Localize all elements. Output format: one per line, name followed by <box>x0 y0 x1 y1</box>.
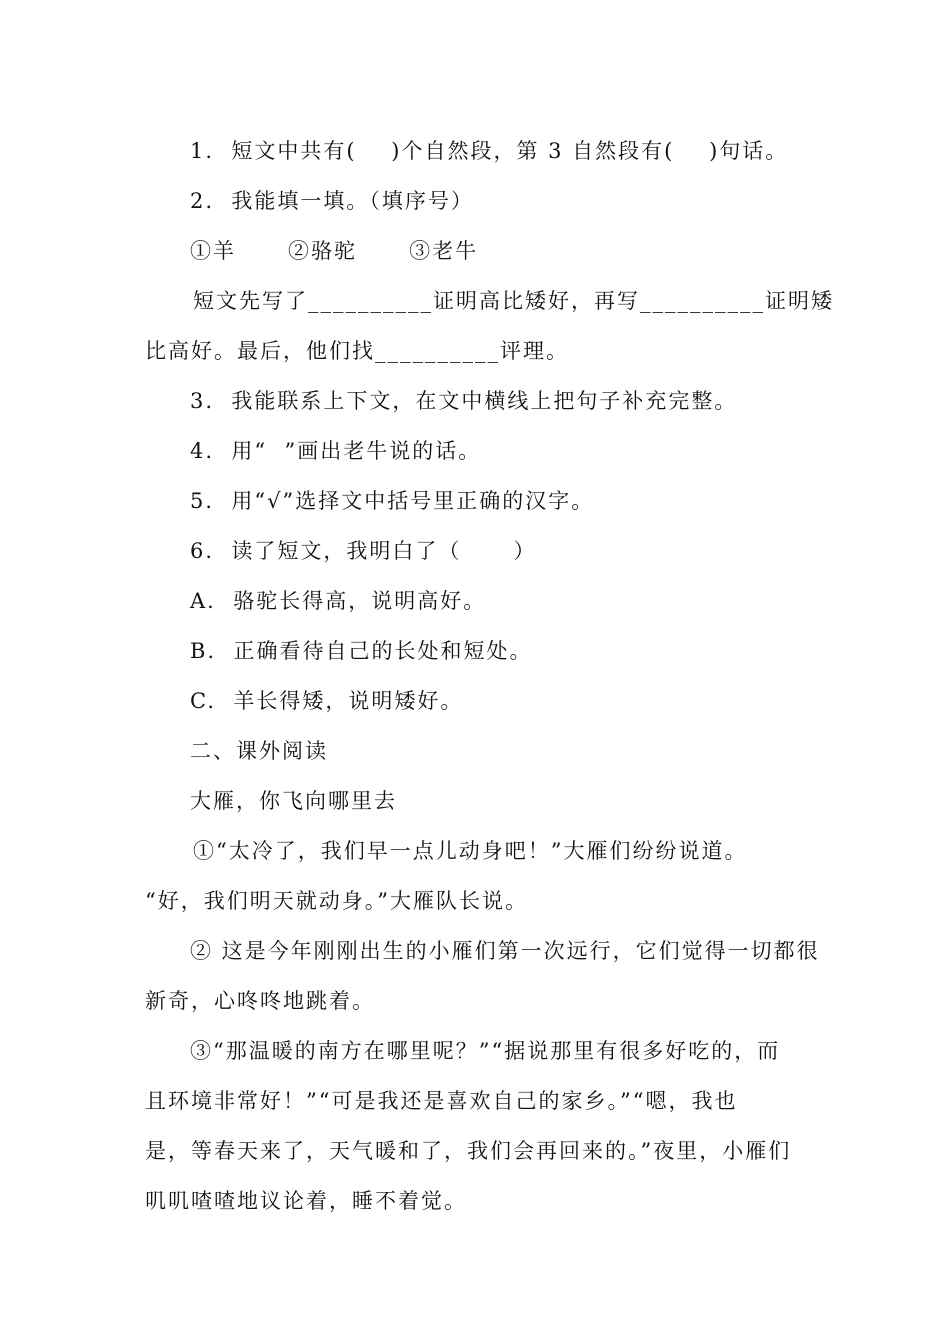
question-5: 5. 用“√”选择文中括号里正确的汉字。 <box>190 489 595 513</box>
choice-c: C. 羊长得矮，说明矮好。 <box>190 689 464 713</box>
section-heading: 二、课外阅读 <box>190 739 328 763</box>
paragraph-3-line-1: ③“那温暖的南方在哪里呢？”“据说那里有很多好吃的，而 <box>190 1039 781 1063</box>
question-2-fill-line-1: 短文先写了__________证明高比矮好，再写__________证明矮 <box>193 289 834 313</box>
paragraph-3-line-4: 叽叽喳喳地议论着，睡不着觉。 <box>145 1189 467 1213</box>
question-2-options: ①羊 ②骆驼 ③老牛 <box>190 239 479 263</box>
paragraph-2-line-1: ② 这是今年刚刚出生的小雁们第一次远行，它们觉得一切都很 <box>190 939 820 963</box>
question-2-fill-line-2: 比高好。最后，他们找__________评理。 <box>145 339 569 363</box>
question-3: 3. 我能联系上下文，在文中横线上把句子补充完整。 <box>190 389 738 413</box>
question-6: 6. 读了短文，我明白了（ ） <box>190 539 537 563</box>
paragraph-2-line-2: 新奇，心咚咚地跳着。 <box>145 989 375 1013</box>
question-4: 4. 用“ ”画出老牛说的话。 <box>190 439 482 463</box>
paragraph-1-line-2: “好，我们明天就动身。”大雁队长说。 <box>145 889 528 913</box>
question-2: 2. 我能填一填。（填序号） <box>190 189 474 213</box>
paragraph-1-line-1: ①“太冷了，我们早一点儿动身吧！”大雁们纷纷说道。 <box>193 839 748 863</box>
question-1: 1. 短文中共有( )个自然段，第 3 自然段有( )句话。 <box>190 139 789 163</box>
choice-a: A. 骆驼长得高，说明高好。 <box>190 589 487 613</box>
passage-title: 大雁，你飞向哪里去 <box>190 789 397 813</box>
paragraph-3-line-3: 是，等春天来了，天气暖和了，我们会再回来的。”夜里，小雁们 <box>145 1139 792 1163</box>
paragraph-3-line-2: 且环境非常好！”“可是我还是喜欢自己的家乡。”“嗯，我也 <box>145 1089 738 1113</box>
choice-b: B. 正确看待自己的长处和短处。 <box>190 639 533 663</box>
